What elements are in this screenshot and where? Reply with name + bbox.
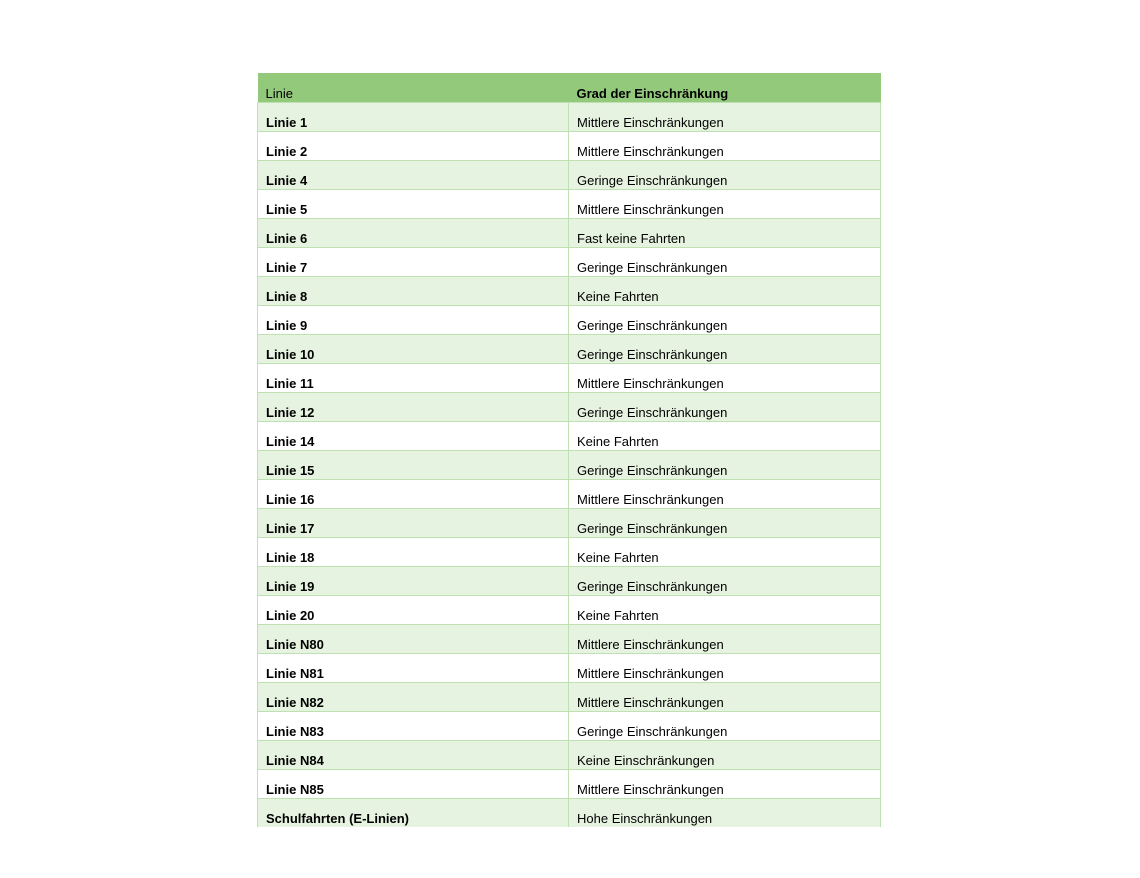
line-cell: Linie 12 — [258, 393, 569, 422]
restriction-cell: Mittlere Einschränkungen — [569, 190, 881, 219]
restrictions-table — [257, 73, 881, 827]
table-row — [258, 799, 881, 828]
restriction-cell: Mittlere Einschränkungen — [569, 132, 881, 161]
table-row — [258, 277, 881, 306]
table-row — [258, 335, 881, 364]
restriction-cell: Mittlere Einschränkungen — [569, 480, 881, 509]
restriction-cell: Geringe Einschränkungen — [569, 567, 881, 596]
line-cell: Linie 15 — [258, 451, 569, 480]
line-cell: Linie 14 — [258, 422, 569, 451]
table-row — [258, 364, 881, 393]
restriction-cell: Mittlere Einschränkungen — [569, 625, 881, 654]
line-cell: Linie N83 — [258, 712, 569, 741]
table-row — [258, 770, 881, 799]
table-row — [258, 538, 881, 567]
restriction-cell: Geringe Einschränkungen — [569, 451, 881, 480]
restriction-cell: Keine Fahrten — [569, 596, 881, 625]
table-row — [258, 161, 881, 190]
restriction-cell: Mittlere Einschränkungen — [569, 683, 881, 712]
header-row — [258, 73, 881, 103]
line-cell: Linie 10 — [258, 335, 569, 364]
table-row — [258, 596, 881, 625]
table-row — [258, 103, 881, 132]
line-cell: Linie N84 — [258, 741, 569, 770]
line-cell: Linie 20 — [258, 596, 569, 625]
line-cell: Linie 9 — [258, 306, 569, 335]
table-row — [258, 683, 881, 712]
line-cell: Linie 7 — [258, 248, 569, 277]
table-body — [258, 103, 881, 828]
table-row — [258, 741, 881, 770]
table-row — [258, 248, 881, 277]
line-cell: Linie 18 — [258, 538, 569, 567]
restriction-cell: Geringe Einschränkungen — [569, 161, 881, 190]
restriction-cell: Mittlere Einschränkungen — [569, 770, 881, 799]
line-cell: Linie 2 — [258, 132, 569, 161]
line-cell: Linie N80 — [258, 625, 569, 654]
table-row — [258, 132, 881, 161]
restriction-cell: Geringe Einschränkungen — [569, 393, 881, 422]
table-row — [258, 509, 881, 538]
header-restriction: Grad der Einschränkung — [569, 73, 881, 103]
restriction-cell: Hohe Einschränkungen — [569, 799, 881, 828]
table-row — [258, 219, 881, 248]
table-row — [258, 480, 881, 509]
line-cell: Linie 5 — [258, 190, 569, 219]
line-cell: Linie 19 — [258, 567, 569, 596]
restriction-cell: Geringe Einschränkungen — [569, 306, 881, 335]
line-cell: Linie 17 — [258, 509, 569, 538]
table-row — [258, 190, 881, 219]
line-cell: Linie 11 — [258, 364, 569, 393]
line-cell: Linie 8 — [258, 277, 569, 306]
restriction-cell: Keine Einschränkungen — [569, 741, 881, 770]
table-row — [258, 451, 881, 480]
restriction-cell: Keine Fahrten — [569, 538, 881, 567]
line-cell: Linie 16 — [258, 480, 569, 509]
table-row — [258, 393, 881, 422]
line-cell: Linie N81 — [258, 654, 569, 683]
restriction-cell: Mittlere Einschränkungen — [569, 364, 881, 393]
table-row — [258, 422, 881, 451]
line-cell: Linie 6 — [258, 219, 569, 248]
restriction-cell: Geringe Einschränkungen — [569, 712, 881, 741]
table-row — [258, 712, 881, 741]
line-cell: Linie N82 — [258, 683, 569, 712]
line-cell: Linie N85 — [258, 770, 569, 799]
line-cell: Linie 1 — [258, 103, 569, 132]
restriction-cell: Geringe Einschränkungen — [569, 335, 881, 364]
table-row — [258, 654, 881, 683]
restriction-cell: Fast keine Fahrten — [569, 219, 881, 248]
restriction-cell: Geringe Einschränkungen — [569, 509, 881, 538]
restriction-cell: Keine Fahrten — [569, 277, 881, 306]
table-row — [258, 306, 881, 335]
restriction-cell: Mittlere Einschränkungen — [569, 654, 881, 683]
line-cell: Schulfahrten (E-Linien) — [258, 799, 569, 828]
header-line: Linie — [258, 73, 569, 103]
restriction-cell: Mittlere Einschränkungen — [569, 103, 881, 132]
restriction-cell: Geringe Einschränkungen — [569, 248, 881, 277]
table-row — [258, 625, 881, 654]
line-cell: Linie 4 — [258, 161, 569, 190]
restriction-cell: Keine Fahrten — [569, 422, 881, 451]
table-row — [258, 567, 881, 596]
